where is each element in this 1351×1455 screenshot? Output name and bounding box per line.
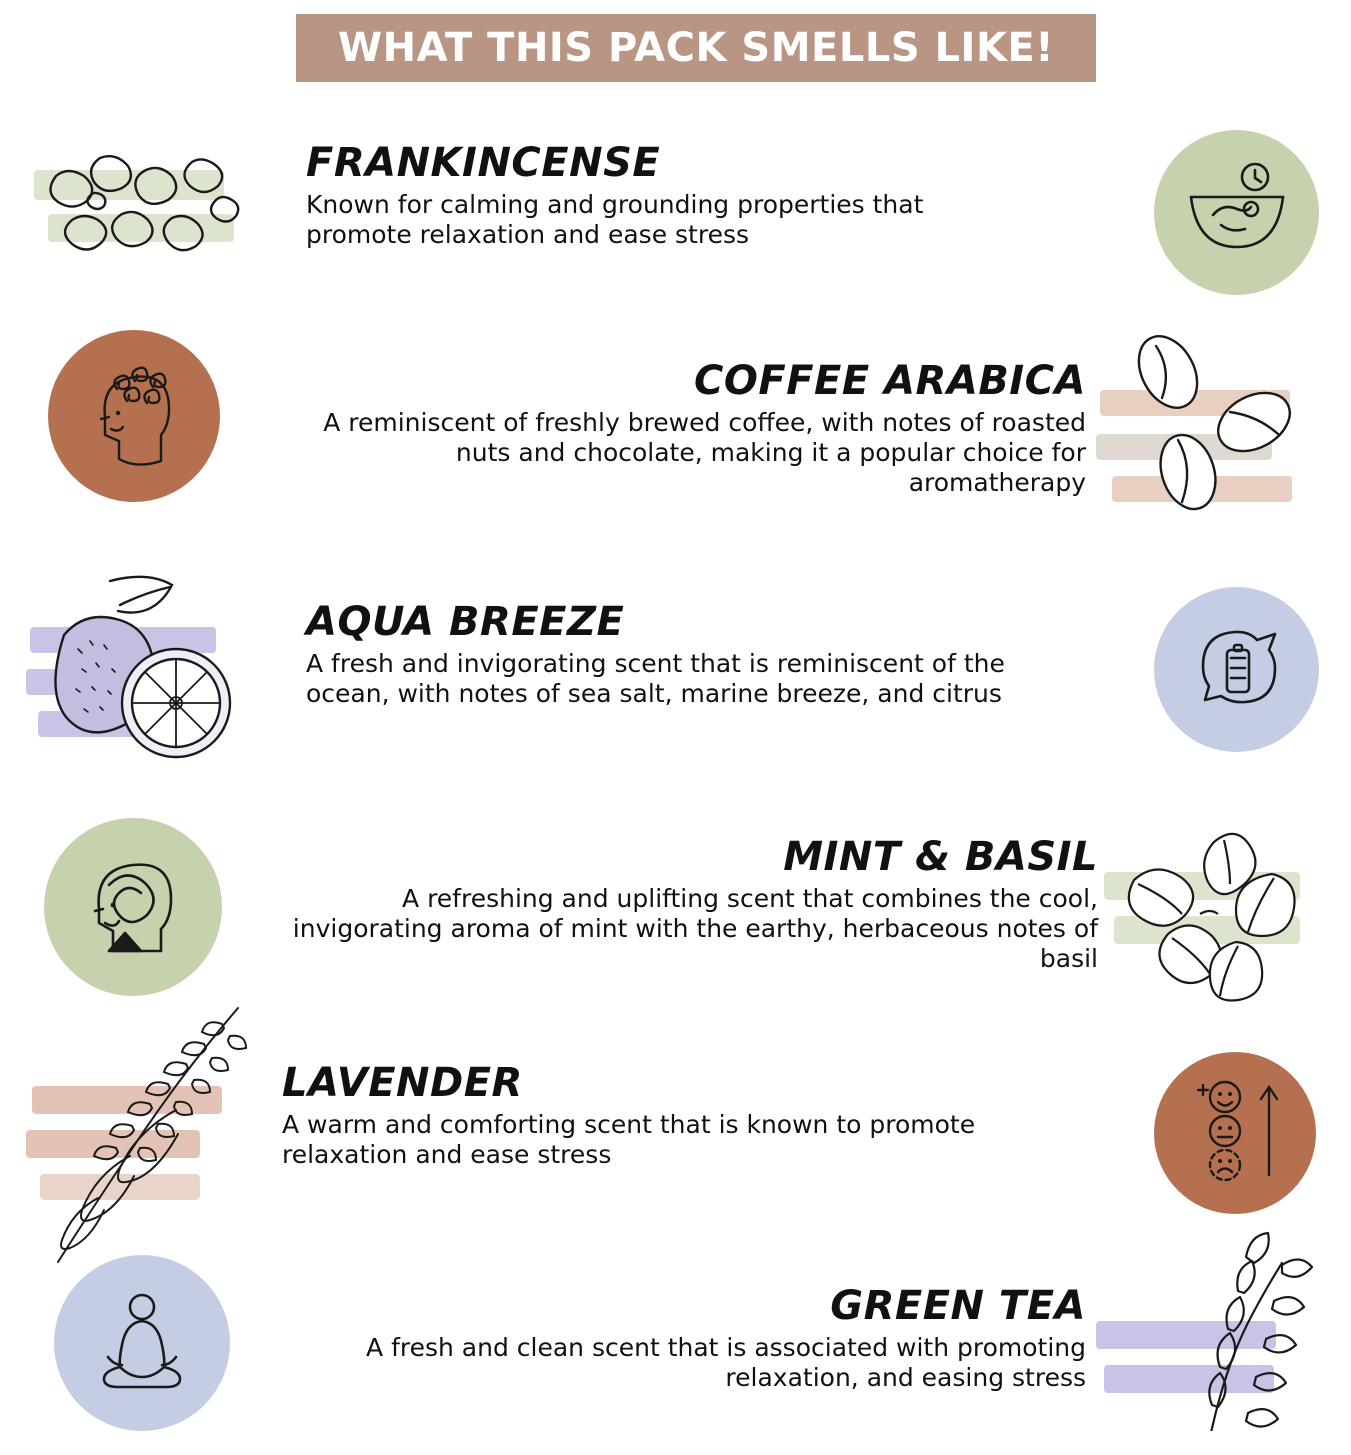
scent-text-coffee-arabica bbox=[276, 330, 1086, 498]
resin-stones-icon bbox=[26, 130, 276, 290]
scent-row-mint-basil bbox=[26, 818, 1326, 1018]
page-header-banner bbox=[296, 14, 1096, 82]
icon-badge-sage bbox=[1154, 130, 1319, 295]
icon-badge-periwinkle bbox=[1154, 587, 1319, 752]
scent-text-lavender bbox=[282, 1000, 1154, 1170]
scent-text-aqua-breeze bbox=[306, 565, 1154, 709]
scent-name: GREEN TEA bbox=[830, 1283, 1086, 1329]
icon-badge-periwinkle bbox=[54, 1255, 230, 1431]
scent-name: MINT & BASIL bbox=[783, 834, 1098, 880]
scent-name: AQUA BREEZE bbox=[306, 599, 625, 645]
icon-badge-terracotta bbox=[1154, 1052, 1316, 1214]
mood-boost-icon bbox=[1154, 1000, 1326, 1214]
scent-description: Known for calming and grounding properties that promote relaxation and ease stress bbox=[306, 190, 924, 249]
scent-name: FRANKINCENSE bbox=[306, 140, 661, 186]
scent-row-green-tea bbox=[26, 1255, 1326, 1455]
head-spiral-focus-icon bbox=[26, 818, 276, 996]
scent-description: A reminiscent of freshly brewed coffee, with notes of roasted nuts and chocolate, making it a popular choice for aromatherapy bbox=[323, 408, 1086, 497]
scent-text-frankincense bbox=[306, 130, 1154, 250]
scent-description: A refreshing and uplifting scent that combines the cool, invigorating aroma of mint with the earthy, herbaceous notes of basil bbox=[292, 884, 1098, 973]
scent-name: LAVENDER bbox=[282, 1060, 523, 1106]
lemon-slice-icon bbox=[26, 565, 276, 785]
head-swirl-mind-icon bbox=[26, 330, 276, 502]
mint-leaves-icon bbox=[1104, 818, 1326, 1018]
hammock-relax-icon bbox=[1154, 130, 1326, 295]
scent-description: A fresh and clean scent that is associated with promoting relaxation, and easing stress bbox=[366, 1333, 1086, 1392]
scent-row-coffee-arabica bbox=[26, 330, 1326, 530]
lavender-sprig-icon bbox=[26, 1000, 276, 1270]
meditation-pose-icon bbox=[26, 1255, 276, 1431]
coffee-beans-icon bbox=[1096, 330, 1326, 530]
scent-row-lavender bbox=[26, 1000, 1326, 1270]
scent-description: A warm and comforting scent that is known to promote relaxation and ease stress bbox=[282, 1110, 976, 1169]
scent-text-green-tea bbox=[276, 1255, 1086, 1393]
scent-row-frankincense bbox=[26, 130, 1326, 295]
icon-badge-sage bbox=[44, 818, 222, 996]
page-title: WHAT THIS PACK SMELLS LIKE! bbox=[338, 25, 1054, 71]
head-battery-energy-icon bbox=[1154, 565, 1326, 752]
scent-name: COFFEE ARABICA bbox=[694, 358, 1086, 404]
scent-row-aqua-breeze bbox=[26, 565, 1326, 785]
scent-description: A fresh and invigorating scent that is reminiscent of the ocean, with notes of sea salt, marine breeze, and citrus bbox=[306, 649, 1005, 708]
icon-badge-terracotta bbox=[48, 330, 220, 502]
tea-leaves-branch-icon bbox=[1096, 1255, 1326, 1455]
scent-text-mint-basil bbox=[276, 818, 1098, 974]
